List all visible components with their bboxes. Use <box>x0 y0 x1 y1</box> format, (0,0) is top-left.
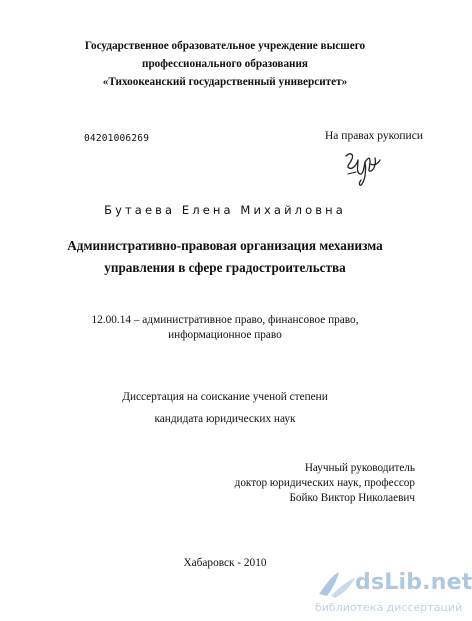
institution-line-2: профессионального образования <box>142 58 308 70</box>
title-line-2: управления в сфере градостроительства <box>104 260 346 275</box>
manuscript-rights-label: На правах рукописи <box>325 130 423 142</box>
dslib-logo-icon <box>315 568 359 602</box>
watermark <box>311 568 472 618</box>
title-line-1: Административно-правовая организация механизма <box>67 238 383 253</box>
watermark-tagline: библиотека диссертаций <box>315 601 463 614</box>
dissertation-degree-block <box>0 386 450 430</box>
dissertation-title <box>0 235 450 279</box>
specialty-block <box>0 313 450 342</box>
signature-icon <box>340 144 386 190</box>
supervisor-block <box>195 461 415 505</box>
institution-line-1: Государственное образовательное учреждение высшего <box>84 40 366 52</box>
specialty-line-1: 12.00.14 – административное право, финансовое право, <box>91 314 359 326</box>
supervisor-degree: доктор юридических наук, профессор <box>234 476 415 489</box>
degree-line-2: кандидата юридических наук <box>154 413 296 425</box>
city-year: Хабаровск - 2010 <box>183 557 267 569</box>
catalog-number: 04201006269 <box>84 133 150 144</box>
author-name: Бутаева Елена Михайловна <box>104 203 346 217</box>
watermark-site-name: dsLib.net <box>355 570 472 595</box>
degree-line-1: Диссертация на соискание ученой степени <box>122 391 328 403</box>
institution-block <box>0 39 450 89</box>
specialty-line-2: информационное право <box>168 328 282 341</box>
supervisor-role: Научный руководитель <box>304 462 415 474</box>
supervisor-name: Бойко Виктор Николаевич <box>289 491 415 504</box>
institution-line-3: «Тихоокеанский государственный университет» <box>102 76 348 88</box>
